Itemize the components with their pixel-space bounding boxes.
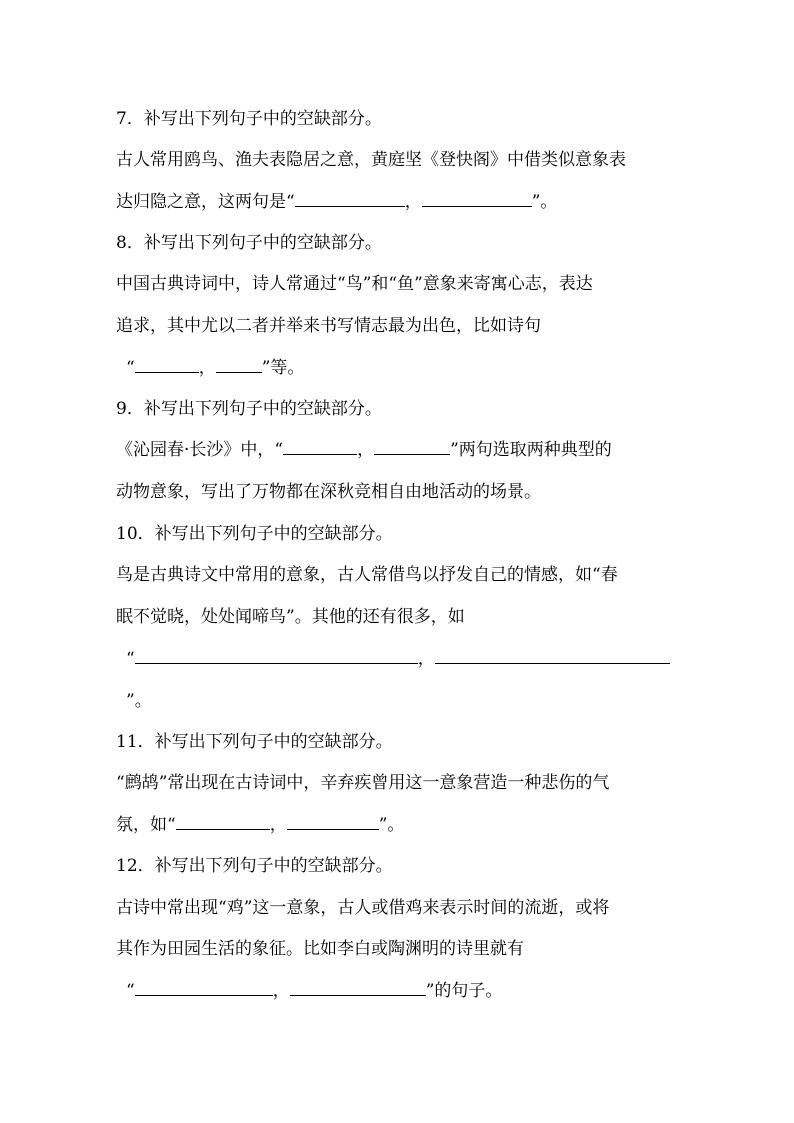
question-12-sep: ，	[272, 981, 290, 1001]
question-7-title: 7．补写出下列句子中的空缺部分。	[116, 109, 382, 129]
question-10-title: 10．补写出下列句子中的空缺部分。	[116, 524, 393, 544]
question-10-blank-1[interactable]	[135, 649, 418, 664]
question-9-sep: ，	[357, 440, 375, 460]
question-8-post: ”等。	[261, 358, 305, 378]
question-10-pre: “	[126, 649, 135, 669]
question-12-post: ”的句子。	[425, 981, 503, 1001]
question-8-sep: ，	[198, 358, 216, 378]
question-7-post: ”。	[531, 192, 558, 212]
question-12-fill-line	[126, 980, 502, 1002]
question-7-blank-2[interactable]	[422, 192, 532, 207]
question-9-text: 动物意象，写出了万物都在深秋竞相自由地活动的场景。	[116, 482, 541, 502]
question-9-fill-line	[116, 439, 612, 461]
question-8-text-2: 追求，其中尤以二者并举来书写情志最为出色，比如诗句	[116, 316, 541, 336]
question-11-fill-line	[116, 814, 404, 836]
question-7-sep: ，	[404, 192, 422, 212]
question-11-pre: 氛，如“	[116, 815, 176, 835]
question-7-pre: 达归隐之意，这两句是“	[116, 192, 295, 212]
question-9-blank-2[interactable]	[374, 440, 450, 455]
question-9-title: 9．补写出下列句子中的空缺部分。	[116, 399, 382, 419]
question-10-text-1: 鸟是古典诗文中常用的意象，古人常借鸟以抒发自己的情感，如“春	[116, 565, 618, 585]
question-10-sep: ，	[417, 649, 435, 669]
question-10-fill-line	[126, 648, 670, 670]
question-8-title: 8．补写出下列句子中的空缺部分。	[116, 233, 382, 253]
question-7-text: 古人常用鸥鸟、渔夫表隐居之意，黄庭坚《登快阁》中借类似意象表	[116, 150, 626, 170]
question-8-text-1: 中国古典诗词中，诗人常通过“鸟”和“鱼”意象来寄寓心志，表达	[116, 274, 593, 294]
question-10-text-2: 眠不觉晓，处处闻啼鸟”。其他的还有很多，如	[116, 607, 465, 627]
question-8-pre: “	[126, 358, 135, 378]
question-12-title: 12．补写出下列句子中的空缺部分。	[116, 856, 393, 876]
question-9-blank-1[interactable]	[283, 440, 357, 455]
question-11-blank-1[interactable]	[176, 815, 270, 830]
question-12-text-1: 古诗中常出现“鸡”这一意象，古人或借鸡来表示时间的流逝，或将	[116, 898, 610, 918]
question-7-blank-1[interactable]	[295, 192, 405, 207]
question-11-text: “鹧鸪”常出现在古诗词中，辛弃疾曾用这一意象营造一种悲伤的气	[116, 773, 610, 793]
question-8-blank-1[interactable]	[135, 358, 199, 373]
question-12-text-2: 其作为田园生活的象征。比如李白或陶渊明的诗里就有	[116, 939, 524, 959]
question-10-closing: ”。	[126, 691, 152, 711]
question-12-blank-2[interactable]	[290, 981, 426, 996]
question-8-fill-line	[126, 357, 304, 379]
question-11-title: 11．补写出下列句子中的空缺部分。	[116, 732, 393, 752]
question-11-post: ”。	[378, 815, 405, 835]
question-9-post: ”两句选取两种典型的	[450, 440, 612, 460]
question-12-pre: “	[126, 981, 135, 1001]
question-9-pre: 《沁园春·长沙》中，“	[116, 440, 284, 460]
question-11-sep: ，	[269, 815, 287, 835]
question-11-blank-2[interactable]	[287, 815, 379, 830]
question-10-blank-2[interactable]	[435, 649, 670, 664]
question-12-blank-1[interactable]	[135, 981, 273, 996]
question-8-blank-2[interactable]	[216, 358, 262, 373]
question-7-fill-line	[116, 191, 557, 213]
